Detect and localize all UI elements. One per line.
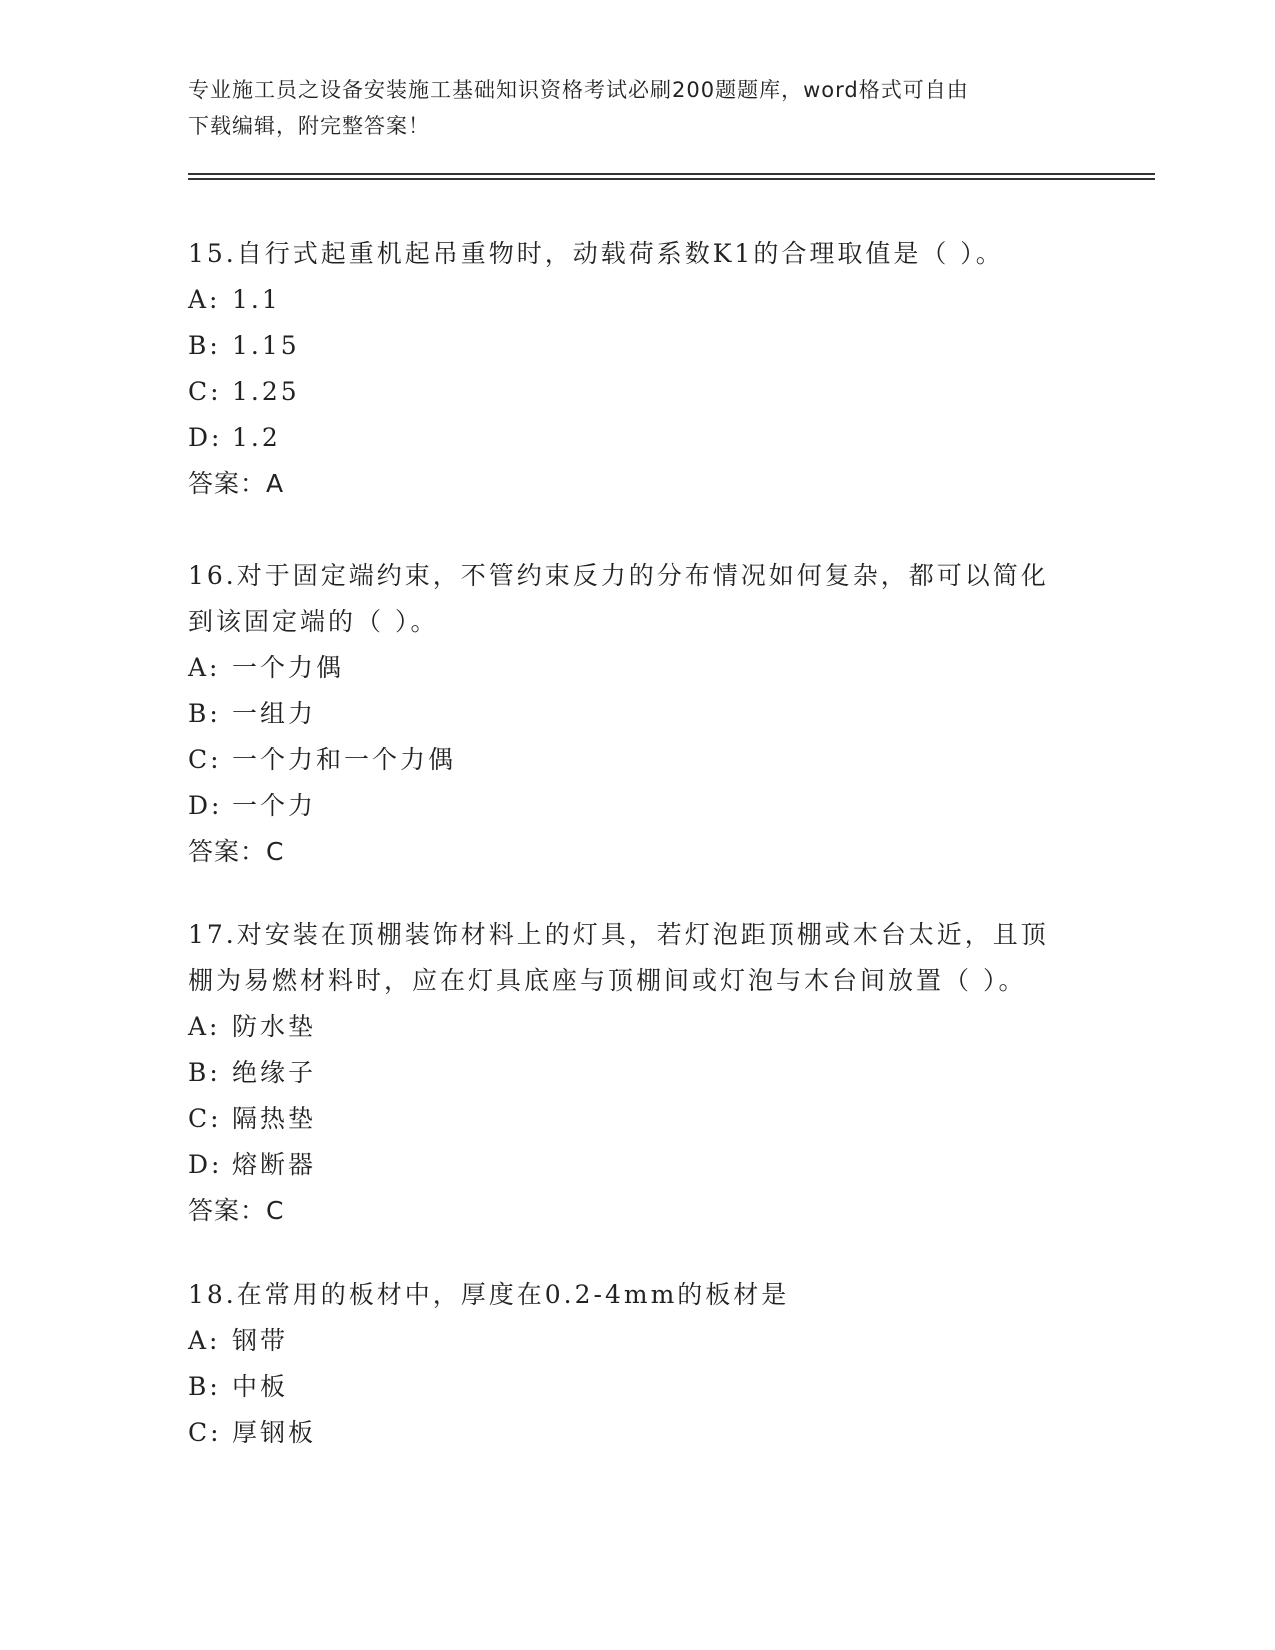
option-a <box>188 645 1108 691</box>
option-a <box>188 277 1108 323</box>
option-text: 一个力 <box>232 791 317 820</box>
answer-line: 答案：A <box>188 469 285 498</box>
option-letter: D: <box>188 1150 223 1179</box>
option-letter: B: <box>188 331 221 360</box>
option-c <box>188 1096 1108 1142</box>
option-text: 中板 <box>232 1372 289 1401</box>
option-d <box>188 415 1108 461</box>
option-b <box>188 323 1108 369</box>
header-line-1: 专业施工员之设备安装施工基础知识资格考试必刷200题题库，word格式可自由 <box>188 78 969 102</box>
question-17 <box>188 912 1108 1234</box>
question-18 <box>188 1272 1108 1456</box>
header-divider-bottom <box>188 178 1155 180</box>
option-letter: B: <box>188 699 221 728</box>
answer-line: 答案：C <box>188 837 285 866</box>
question-text-line-2: 棚为易燃材料时，应在灯具底座与顶棚间或灯泡与木台间放置（ ）。 <box>188 966 1027 995</box>
option-text: 厚钢板 <box>232 1418 317 1447</box>
option-c <box>188 369 1108 415</box>
option-b <box>188 1364 1108 1410</box>
option-letter: A: <box>188 653 221 682</box>
question-15 <box>188 231 1108 507</box>
answer-line: 答案：C <box>188 1196 285 1225</box>
option-text: 一个力和一个力偶 <box>232 745 457 774</box>
question-16 <box>188 553 1108 875</box>
option-letter: C: <box>188 377 222 406</box>
option-d <box>188 1142 1108 1188</box>
option-letter: D: <box>188 423 223 452</box>
option-b <box>188 691 1108 737</box>
option-letter: B: <box>188 1058 221 1087</box>
option-text: 一组力 <box>232 699 317 728</box>
option-text: 绝缘子 <box>232 1058 317 1087</box>
option-letter: D: <box>188 791 223 820</box>
option-letter: A: <box>188 285 221 314</box>
option-letter: C: <box>188 745 222 774</box>
option-letter: C: <box>188 1104 222 1133</box>
option-letter: C: <box>188 1418 222 1447</box>
option-c <box>188 1410 1108 1456</box>
header-line-2: 下载编辑，附完整答案！ <box>188 114 430 138</box>
option-text: 1.15 <box>232 331 300 360</box>
option-text: 1.25 <box>232 377 300 406</box>
option-text: 1.2 <box>232 423 281 452</box>
question-text-line-1: 17.对安装在顶棚装饰材料上的灯具，若灯泡距顶棚或木台太近，且顶 <box>188 920 1049 949</box>
option-text: 熔断器 <box>232 1150 317 1179</box>
option-a <box>188 1004 1108 1050</box>
option-text: 隔热垫 <box>232 1104 317 1133</box>
option-text: 钢带 <box>232 1326 289 1355</box>
option-c <box>188 737 1108 783</box>
header-divider-top <box>188 173 1155 175</box>
option-a <box>188 1318 1108 1364</box>
question-text-line-1: 16.对于固定端约束，不管约束反力的分布情况如何复杂，都可以简化 <box>188 561 1049 590</box>
option-letter: A: <box>188 1012 221 1041</box>
option-b <box>188 1050 1108 1096</box>
option-letter: A: <box>188 1326 221 1355</box>
option-letter: B: <box>188 1372 221 1401</box>
option-text: 1.1 <box>232 285 281 314</box>
question-text: 18.在常用的板材中，厚度在0.2-4mm的板材是 <box>188 1280 790 1309</box>
document-header <box>188 72 1088 144</box>
option-text: 防水垫 <box>232 1012 317 1041</box>
option-text: 一个力偶 <box>232 653 345 682</box>
option-d <box>188 783 1108 829</box>
question-text-line-2: 到该固定端的（ ）。 <box>188 607 439 636</box>
question-text: 15.自行式起重机起吊重物时，动载荷系数K1的合理取值是（ ）。 <box>188 239 1004 268</box>
